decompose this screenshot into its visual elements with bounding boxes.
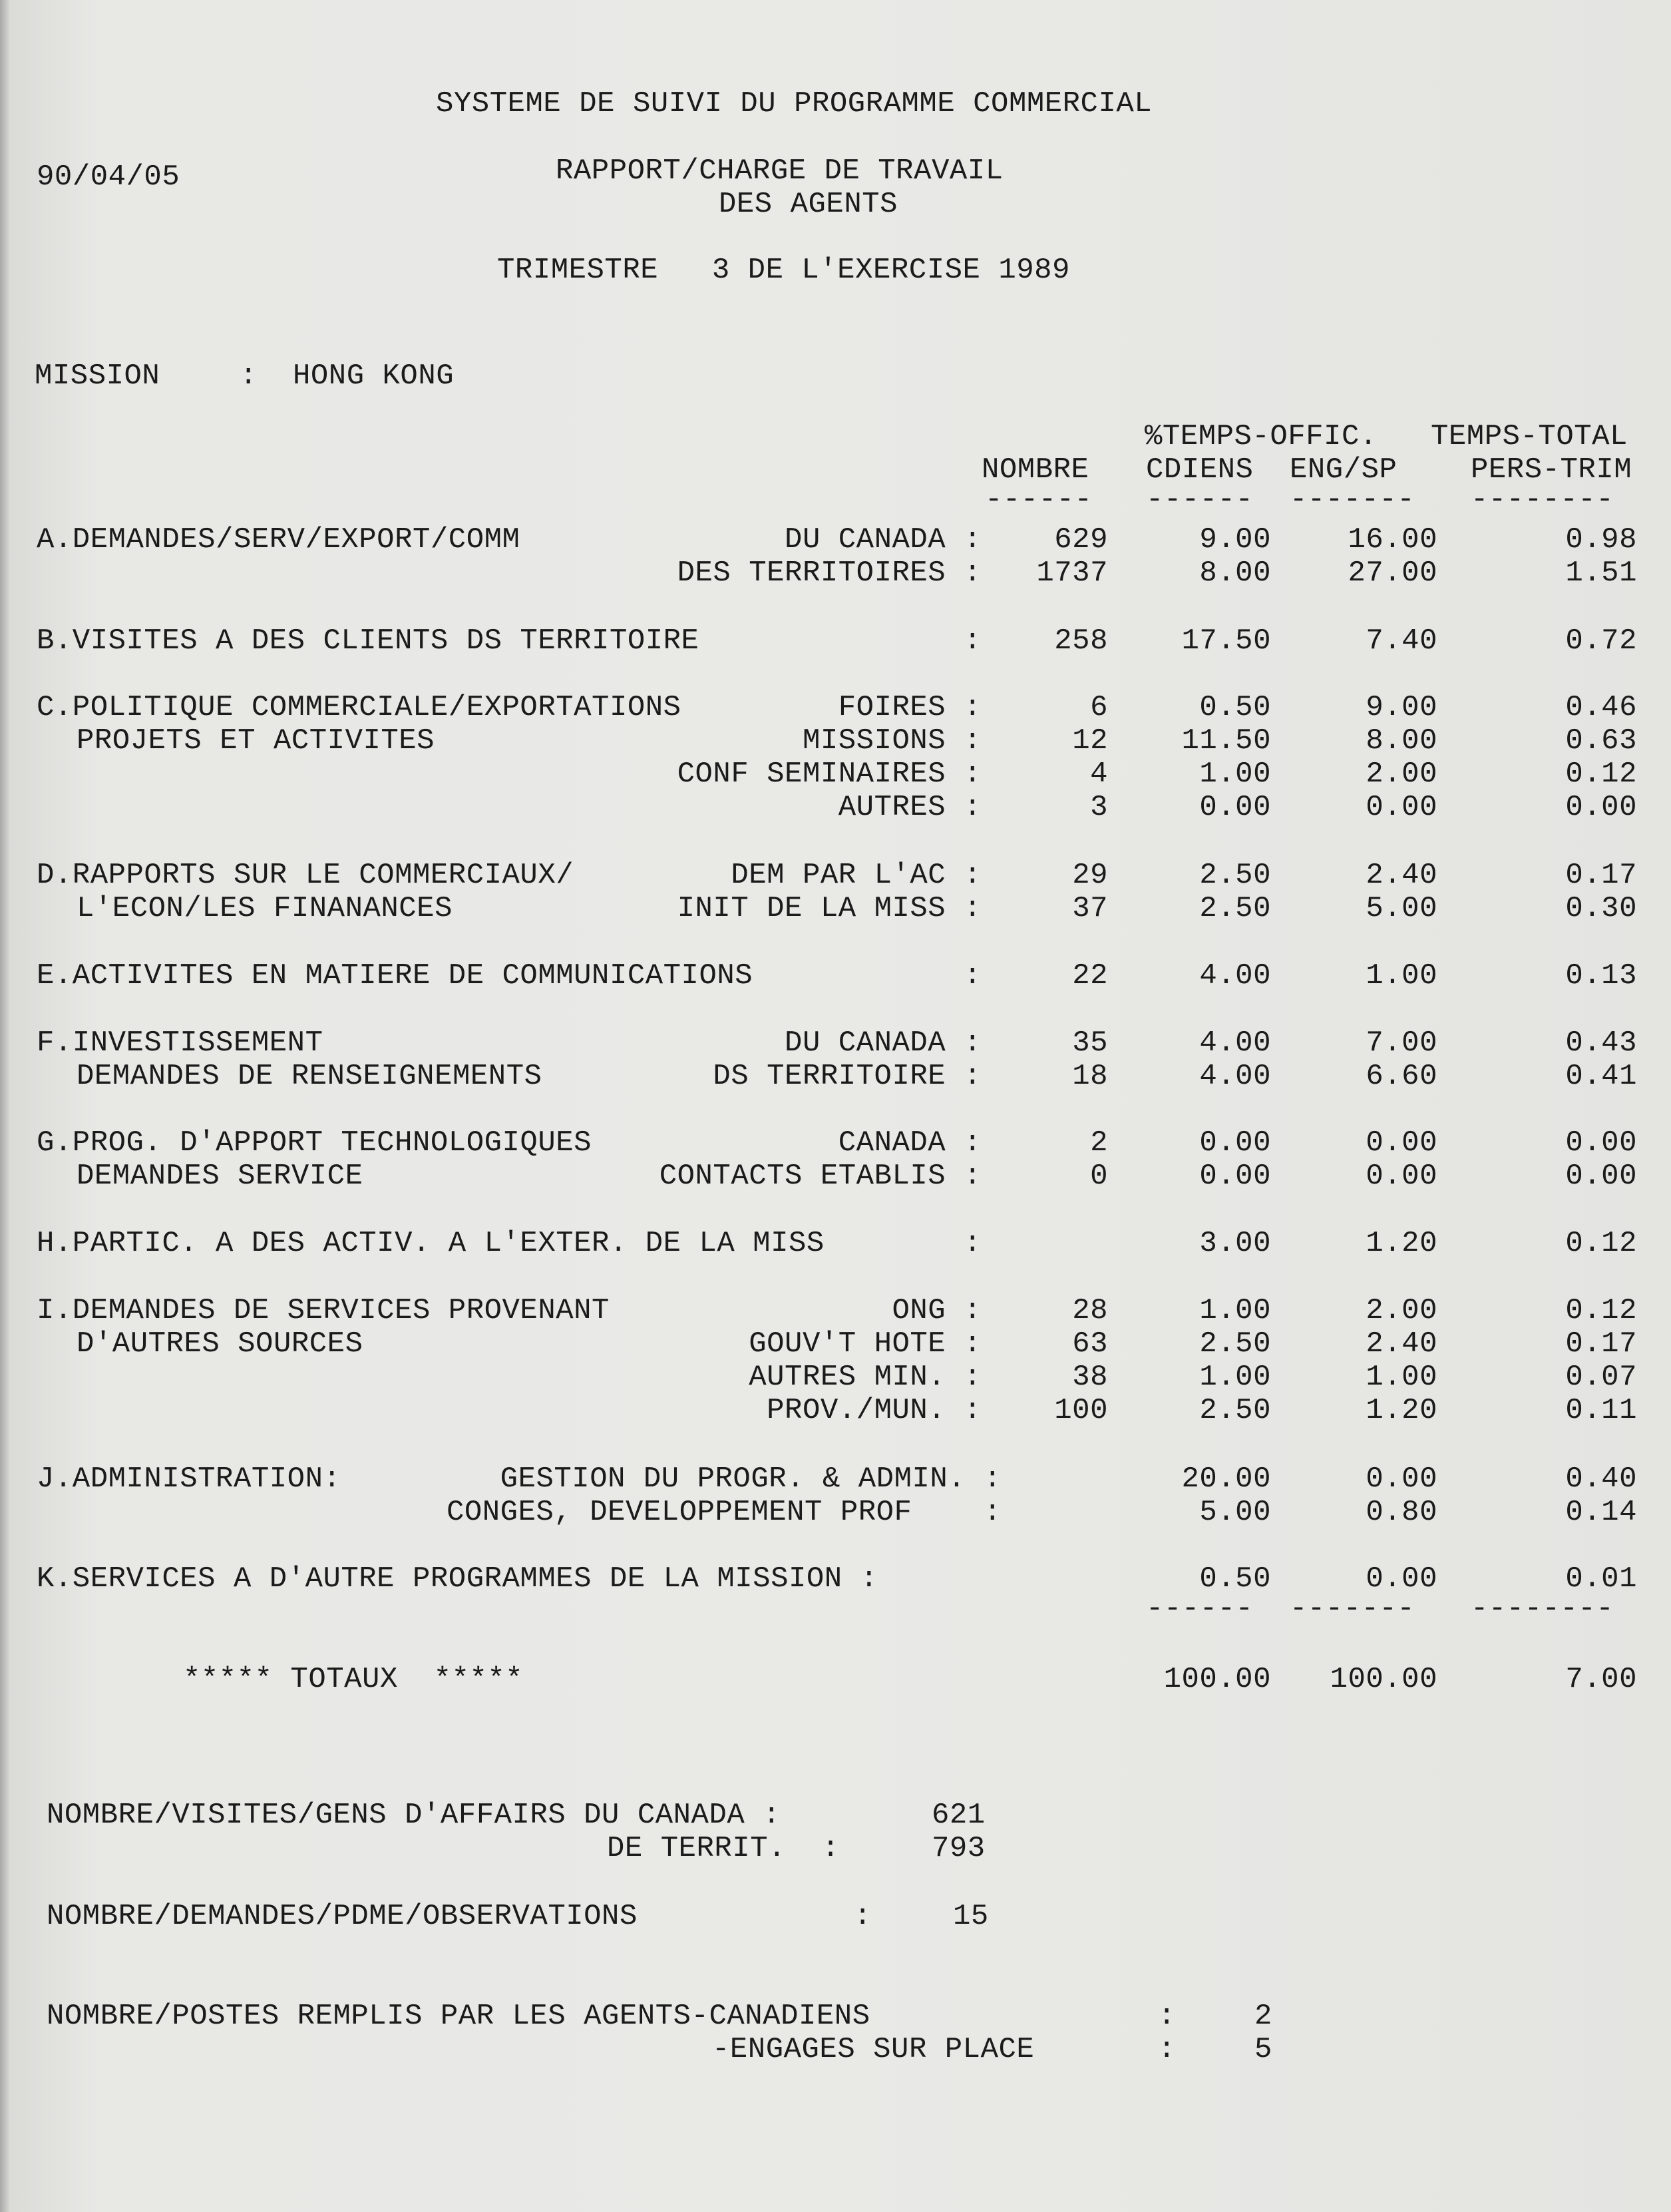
section-b-cell-perstrim: 0.72 bbox=[1565, 624, 1637, 658]
section-c-cell-perstrim: 0.00 bbox=[1565, 791, 1637, 824]
column-header-temps-total: TEMPS-TOTAL bbox=[1431, 420, 1628, 453]
section-f-cell-engsp: 7.00 bbox=[1366, 1026, 1437, 1060]
section-d-label: D.RAPPORTS SUR LE COMMERCIAUX/ bbox=[37, 859, 574, 892]
section-f-cell-engsp: 6.60 bbox=[1366, 1060, 1437, 1093]
section-j-row-sublabel: CONGES, DEVELOPPEMENT PROF : bbox=[446, 1496, 1002, 1529]
section-a-row-sublabel: DES TERRITOIRES : bbox=[677, 556, 982, 590]
section-h-cell-cdiens: 3.00 bbox=[1199, 1227, 1271, 1260]
section-j-cell-engsp: 0.80 bbox=[1366, 1496, 1437, 1529]
section-c-cell-cdiens: 11.50 bbox=[1181, 724, 1271, 758]
section-e-cell-engsp: 1.00 bbox=[1366, 959, 1437, 993]
section-i-cell-cdiens: 2.50 bbox=[1199, 1394, 1271, 1427]
section-c-cell-cdiens: 1.00 bbox=[1199, 758, 1271, 791]
section-k-cell-perstrim: 0.01 bbox=[1565, 1562, 1637, 1596]
column-underline-perstrim: -------- bbox=[1471, 483, 1614, 517]
section-g-cell-perstrim: 0.00 bbox=[1565, 1126, 1637, 1160]
section-f-cell-perstrim: 0.43 bbox=[1565, 1026, 1637, 1060]
section-d-cell-nombre: 37 bbox=[1072, 892, 1108, 925]
section-g-cell-cdiens: 0.00 bbox=[1199, 1160, 1271, 1193]
section-c-row-sublabel: FOIRES : bbox=[838, 691, 982, 724]
section-g-cell-nombre: 2 bbox=[1090, 1126, 1108, 1160]
mission-value: HONG KONG bbox=[293, 359, 455, 393]
section-h-label: H.PARTIC. A DES ACTIV. A L'EXTER. DE LA MISS bbox=[37, 1227, 825, 1260]
section-a-cell-nombre: 629 bbox=[1054, 523, 1108, 556]
report-title-line1: RAPPORT/CHARGE DE TRAVAIL bbox=[556, 154, 1004, 188]
visites-canada-value: 621 bbox=[932, 1799, 986, 1832]
system-title: SYSTEME DE SUIVI DU PROGRAMME COMMERCIAL bbox=[436, 87, 1153, 120]
section-g-row-sublabel: CONTACTS ETABLIS : bbox=[659, 1160, 982, 1193]
visites-label: NOMBRE/VISITES/GENS D'AFFAIRS DU CANADA : bbox=[47, 1799, 781, 1832]
section-d-row-sublabel: INIT DE LA MISS : bbox=[677, 892, 982, 925]
postes-separator-2: : bbox=[1158, 2033, 1176, 2066]
report-title-line2: DES AGENTS bbox=[719, 188, 898, 221]
section-a-cell-perstrim: 1.51 bbox=[1565, 556, 1637, 590]
section-g-cell-engsp: 0.00 bbox=[1366, 1126, 1437, 1160]
section-b-row-sublabel: : bbox=[964, 624, 982, 658]
visites-territ-value: 793 bbox=[932, 1832, 986, 1865]
column-underline-engsp: ------- bbox=[1290, 483, 1415, 517]
section-f-cell-nombre: 35 bbox=[1072, 1026, 1108, 1060]
section-f-cell-cdiens: 4.00 bbox=[1199, 1060, 1271, 1093]
section-c-cell-engsp: 8.00 bbox=[1366, 724, 1437, 758]
report-period: TRIMESTRE 3 DE L'EXERCISE 1989 bbox=[497, 254, 1070, 287]
section-b-cell-cdiens: 17.50 bbox=[1181, 624, 1271, 658]
column-header-perstrim: PERS-TRIM bbox=[1471, 453, 1632, 487]
column-underline-nombre: ------ bbox=[985, 483, 1093, 517]
section-d-cell-nombre: 29 bbox=[1072, 859, 1108, 892]
section-j-row-sublabel: GESTION DU PROGR. & ADMIN. : bbox=[500, 1462, 1002, 1496]
section-i-cell-engsp: 1.20 bbox=[1366, 1394, 1437, 1427]
section-c-row-sublabel: CONF SEMINAIRES : bbox=[677, 758, 982, 791]
section-g-cell-cdiens: 0.00 bbox=[1199, 1126, 1271, 1160]
pdme-label: NOMBRE/DEMANDES/PDME/OBSERVATIONS bbox=[47, 1900, 638, 1933]
section-d-cell-perstrim: 0.30 bbox=[1565, 892, 1637, 925]
section-a-row-sublabel: DU CANADA : bbox=[785, 523, 982, 556]
section-c-cell-perstrim: 0.46 bbox=[1565, 691, 1637, 724]
section-g-row-sublabel: CANADA : bbox=[838, 1126, 982, 1160]
section-j-cell-perstrim: 0.14 bbox=[1565, 1496, 1637, 1529]
section-b-label: B.VISITES A DES CLIENTS DS TERRITOIRE bbox=[37, 624, 699, 658]
totals-label: ***** TOTAUX ***** bbox=[183, 1663, 524, 1696]
section-j-cell-cdiens: 20.00 bbox=[1181, 1462, 1271, 1496]
section-i-cell-engsp: 1.00 bbox=[1366, 1361, 1437, 1394]
section-i-row-sublabel: ONG : bbox=[892, 1294, 982, 1327]
section-i-cell-cdiens: 1.00 bbox=[1199, 1294, 1271, 1327]
section-c-cell-nombre: 4 bbox=[1090, 758, 1108, 791]
section-c-row-sublabel: MISSIONS : bbox=[802, 724, 982, 758]
postes-canadiens-value: 2 bbox=[1254, 2000, 1272, 2033]
column-header-engsp: ENG/SP bbox=[1290, 453, 1397, 487]
section-e-row-sublabel: : bbox=[964, 959, 982, 993]
section-d-cell-cdiens: 2.50 bbox=[1199, 859, 1271, 892]
section-i-cell-nombre: 100 bbox=[1054, 1394, 1108, 1427]
section-f-cell-cdiens: 4.00 bbox=[1199, 1026, 1271, 1060]
section-e-cell-nombre: 22 bbox=[1072, 959, 1108, 993]
postes-engages-value: 5 bbox=[1254, 2033, 1272, 2066]
section-i-row-sublabel: PROV./MUN. : bbox=[767, 1394, 982, 1427]
totals-engsp: 100.00 bbox=[1330, 1663, 1437, 1696]
section-a-cell-cdiens: 9.00 bbox=[1199, 523, 1271, 556]
section-i-cell-perstrim: 0.12 bbox=[1565, 1294, 1637, 1327]
column-header-temps-offic: %TEMPS-OFFIC. bbox=[1145, 420, 1378, 453]
section-i-cell-nombre: 28 bbox=[1072, 1294, 1108, 1327]
section-j-label: J.ADMINISTRATION: bbox=[37, 1462, 341, 1496]
section-c-cell-nombre: 6 bbox=[1090, 691, 1108, 724]
section-h-cell-perstrim: 0.12 bbox=[1565, 1227, 1637, 1260]
section-c-row-sublabel: AUTRES : bbox=[838, 791, 982, 824]
section-i-cell-perstrim: 0.17 bbox=[1565, 1327, 1637, 1361]
section-f-row-sublabel: DS TERRITOIRE : bbox=[713, 1060, 982, 1093]
visites-territ-label: DE TERRIT. : bbox=[607, 1832, 840, 1865]
section-c-label: C.POLITIQUE COMMERCIALE/EXPORTATIONS bbox=[37, 691, 681, 724]
section-g-cell-nombre: 0 bbox=[1090, 1160, 1108, 1193]
section-e-cell-perstrim: 0.13 bbox=[1565, 959, 1637, 993]
column-header-nombre: NOMBRE bbox=[982, 453, 1089, 487]
section-d-label-2: L'ECON/LES FINANANCES bbox=[77, 892, 453, 925]
section-a-cell-cdiens: 8.00 bbox=[1199, 556, 1271, 590]
totals-underline-perstrim: -------- bbox=[1471, 1592, 1614, 1626]
section-f-label: F.INVESTISSEMENT bbox=[37, 1026, 323, 1060]
section-c-cell-engsp: 9.00 bbox=[1366, 691, 1437, 724]
column-underline-cdiens: ------ bbox=[1146, 483, 1254, 517]
section-j-cell-engsp: 0.00 bbox=[1366, 1462, 1437, 1496]
section-f-cell-perstrim: 0.41 bbox=[1565, 1060, 1637, 1093]
section-c-cell-cdiens: 0.00 bbox=[1199, 791, 1271, 824]
totals-cdiens: 100.00 bbox=[1163, 1663, 1271, 1696]
section-c-cell-cdiens: 0.50 bbox=[1199, 691, 1271, 724]
section-i-row-sublabel: GOUV'T HOTE : bbox=[749, 1327, 982, 1361]
page-edge-shadow bbox=[0, 0, 9, 2212]
section-g-cell-engsp: 0.00 bbox=[1366, 1160, 1437, 1193]
section-a-label: A.DEMANDES/SERV/EXPORT/COMM bbox=[37, 523, 520, 556]
section-g-label-2: DEMANDES SERVICE bbox=[77, 1160, 363, 1193]
section-h-cell-engsp: 1.20 bbox=[1366, 1227, 1437, 1260]
section-e-cell-cdiens: 4.00 bbox=[1199, 959, 1271, 993]
section-a-cell-nombre: 1737 bbox=[1036, 556, 1108, 590]
postes-separator-1: : bbox=[1158, 2000, 1176, 2033]
section-j-cell-perstrim: 0.40 bbox=[1565, 1462, 1637, 1496]
section-i-cell-perstrim: 0.07 bbox=[1565, 1361, 1637, 1394]
section-i-cell-cdiens: 2.50 bbox=[1199, 1327, 1271, 1361]
section-i-cell-engsp: 2.40 bbox=[1366, 1327, 1437, 1361]
section-d-cell-perstrim: 0.17 bbox=[1565, 859, 1637, 892]
section-c-cell-perstrim: 0.12 bbox=[1565, 758, 1637, 791]
report-date: 90/04/05 bbox=[37, 160, 180, 194]
section-c-cell-perstrim: 0.63 bbox=[1565, 724, 1637, 758]
section-d-cell-engsp: 5.00 bbox=[1366, 892, 1437, 925]
section-a-cell-perstrim: 0.98 bbox=[1565, 523, 1637, 556]
section-i-cell-nombre: 38 bbox=[1072, 1361, 1108, 1394]
section-d-cell-engsp: 2.40 bbox=[1366, 859, 1437, 892]
mission-separator: : bbox=[240, 359, 258, 393]
section-k-cell-engsp: 0.00 bbox=[1366, 1562, 1437, 1596]
section-d-cell-cdiens: 2.50 bbox=[1199, 892, 1271, 925]
section-c-cell-nombre: 12 bbox=[1072, 724, 1108, 758]
section-c-label-2: PROJETS ET ACTIVITES bbox=[77, 724, 435, 758]
postes-label: NOMBRE/POSTES REMPLIS PAR LES AGENTS-CANADIENS bbox=[47, 2000, 870, 2033]
section-i-label: I.DEMANDES DE SERVICES PROVENANT bbox=[37, 1294, 610, 1327]
section-f-label-2: DEMANDES DE RENSEIGNEMENTS bbox=[77, 1060, 542, 1093]
section-i-cell-cdiens: 1.00 bbox=[1199, 1361, 1271, 1394]
section-d-row-sublabel: DEM PAR L'AC : bbox=[731, 859, 982, 892]
pdme-value: 15 bbox=[953, 1900, 989, 1933]
section-i-cell-perstrim: 0.11 bbox=[1565, 1394, 1637, 1427]
section-b-cell-nombre: 258 bbox=[1054, 624, 1108, 658]
section-k-cell-cdiens: 0.50 bbox=[1199, 1562, 1271, 1596]
pdme-separator: : bbox=[854, 1900, 872, 1933]
section-b-cell-engsp: 7.40 bbox=[1366, 624, 1437, 658]
section-f-row-sublabel: DU CANADA : bbox=[785, 1026, 982, 1060]
section-h-row-sublabel: : bbox=[964, 1227, 982, 1260]
totals-underline-cdiens: ------ bbox=[1146, 1592, 1254, 1626]
section-c-cell-engsp: 0.00 bbox=[1366, 791, 1437, 824]
mission-label: MISSION bbox=[35, 359, 160, 393]
totals-perstrim: 7.00 bbox=[1565, 1663, 1637, 1696]
section-i-row-sublabel: AUTRES MIN. : bbox=[749, 1361, 982, 1394]
section-e-label: E.ACTIVITES EN MATIERE DE COMMUNICATIONS bbox=[37, 959, 753, 993]
section-g-label: G.PROG. D'APPORT TECHNOLOGIQUES bbox=[37, 1126, 592, 1160]
section-i-label-2: D'AUTRES SOURCES bbox=[77, 1327, 363, 1361]
section-g-cell-perstrim: 0.00 bbox=[1565, 1160, 1637, 1193]
section-k-label: K.SERVICES A D'AUTRE PROGRAMMES DE LA MISSION : bbox=[37, 1562, 878, 1596]
section-f-cell-nombre: 18 bbox=[1072, 1060, 1108, 1093]
section-j-cell-cdiens: 5.00 bbox=[1199, 1496, 1271, 1529]
section-a-cell-engsp: 16.00 bbox=[1348, 523, 1437, 556]
totals-underline-engsp: ------- bbox=[1290, 1592, 1415, 1626]
section-c-cell-nombre: 3 bbox=[1090, 791, 1108, 824]
section-a-cell-engsp: 27.00 bbox=[1348, 556, 1437, 590]
engages-label: -ENGAGES SUR PLACE bbox=[712, 2033, 1035, 2066]
section-i-cell-engsp: 2.00 bbox=[1366, 1294, 1437, 1327]
column-header-cdiens: CDIENS bbox=[1146, 453, 1254, 487]
section-c-cell-engsp: 2.00 bbox=[1366, 758, 1437, 791]
section-i-cell-nombre: 63 bbox=[1072, 1327, 1108, 1361]
